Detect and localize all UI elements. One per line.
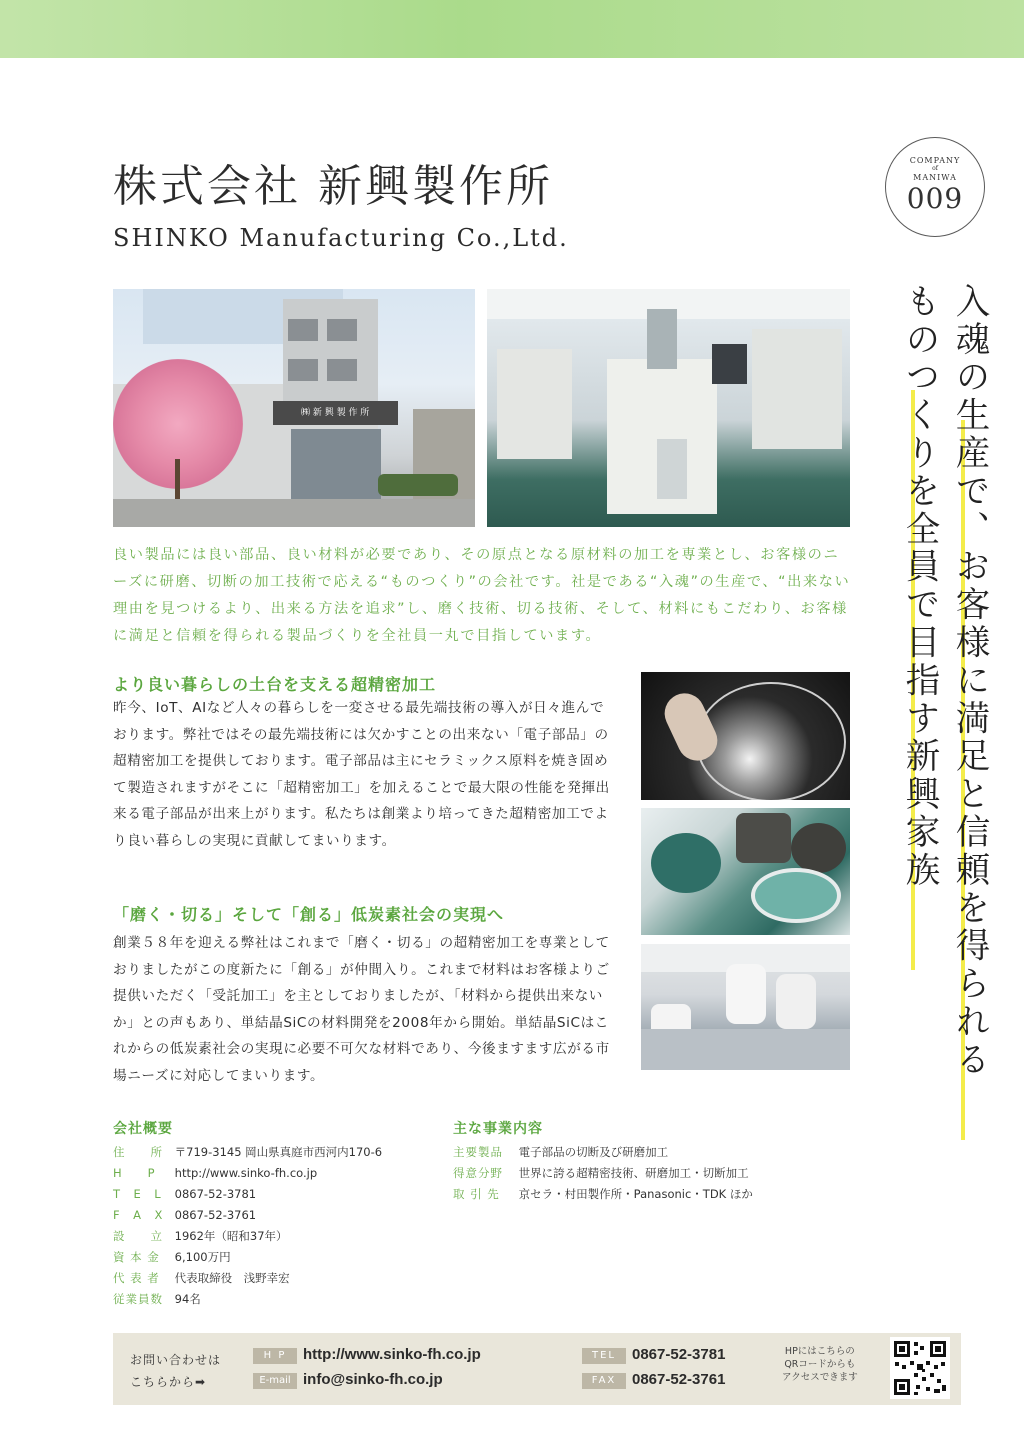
company-row-tel [113, 1186, 256, 1202]
email-tag: E-mail [253, 1373, 297, 1389]
qr-note [782, 1345, 858, 1384]
contact-bar [113, 1333, 961, 1405]
row-label: 代 表 者 [113, 1271, 160, 1285]
row-value: 電子部品の切断及び研磨加工 [518, 1145, 669, 1159]
section1-body: 昨今、IoT、AIなど人々の暮らしを一変させる最先端技術の導入が日々進んでおります。弊社ではその最先端技術には欠かすことの出来ない「電子部品」の超精密加工を提供しております。電子部品は主にセラミックス原料を焼き固めて製造されますがそこに「超精密加工」を加えることで最大限の性能を発揮出来る電子部品が出来上がります。私たちは創業より培ってきた超精密加工でより良い暮らしの実現に貢献してまいります。 [113, 700, 610, 849]
qr-note-line2: QRコードからも [784, 1359, 856, 1370]
company-row-address [113, 1144, 382, 1160]
tagline-line-2: ものつくりを全員で目指す新興家族 [899, 283, 939, 890]
hp-tag: H P [253, 1348, 297, 1364]
qr-code-icon[interactable] [890, 1337, 950, 1399]
row-value: 〒719-3145 岡山県真庭市西河内170-6 [174, 1145, 383, 1159]
contact-prompt-line2: こちらから➡ [130, 1375, 207, 1389]
row-value: 94名 [174, 1292, 201, 1306]
badge-line-of: of [932, 165, 938, 172]
factory-photo [487, 289, 850, 527]
section2-body: 創業５８年を迎える弊社はこれまで「磨く・切る」の超精密加工を専業としておりましたがこの度新たに「創る」が仲間入り。これまで材料はお客様よりご提供いただく「受託加工」を主としておりましたが、「材料から提供出来ないか」との声もあり、単結晶SiCの材料開発を2008年から開始。単結晶SiCはこれからの低炭素社会の実現に必要不可欠な材料であり、今後ますます広がる市場ニーズに対応してまいります。 [113, 935, 610, 1084]
badge-line-maniwa: MANIWA [913, 173, 957, 182]
row-value: 代表取締役 浅野幸宏 [174, 1271, 290, 1285]
company-title-jp: 株式会社 新興製作所 [113, 161, 553, 212]
tel-number[interactable]: 0867-52-3781 [632, 1346, 726, 1363]
tel-tag: TEL [582, 1348, 626, 1364]
company-row-founded [113, 1228, 288, 1244]
badge-line-company: COMPANY [909, 156, 961, 165]
row-value: 0867-52-3781 [174, 1187, 257, 1201]
business-heading: 主な事業内容 [453, 1121, 543, 1137]
row-label: 住 所 [113, 1145, 163, 1159]
row-label: H P [113, 1166, 156, 1180]
company-row-hp [113, 1165, 317, 1181]
company-number-badge [885, 137, 985, 237]
row-label: 取 引 先 [453, 1187, 500, 1201]
business-row-products [453, 1144, 668, 1160]
row-label: T E L [113, 1187, 162, 1201]
row-value: 1962年（昭和37年） [174, 1229, 288, 1243]
qr-note-line3: アクセスできます [782, 1372, 858, 1383]
glass-disc-photo [641, 808, 850, 935]
company-row-fax [113, 1207, 256, 1223]
business-row-clients [453, 1186, 753, 1202]
company-row-capital [113, 1249, 231, 1265]
company-title-en: SHINKO Manufacturing Co.,Ltd. [113, 224, 569, 252]
section2-heading: 「磨く・切る」そして「創る」低炭素社会の実現へ [113, 905, 505, 924]
wafer-photo [641, 672, 850, 800]
intro-paragraph: 良い製品には良い部品、良い材料が必要であり、その原点となる原材料の加工を専業とし、お客様のニーズに研磨、切断の加工技術で応える“ものつくり”の会社です。社是である“入魂”の生産で、“出来ない理由を見つけるより、出来る方法を追求”し、磨く技術、切る技術、そして、材料にもこだわり、お客様に満足と信頼を得られる製品づくりを全社員一丸で目指しています。 [113, 547, 851, 644]
fax-tag: FAX [582, 1373, 626, 1389]
row-label: 得意分野 [453, 1166, 503, 1180]
tagline-line-1: 入魂の生産で、お客様に満足と信頼を得られる [949, 283, 989, 1079]
row-label: 主要製品 [453, 1145, 503, 1159]
row-value: 6,100万円 [174, 1250, 231, 1264]
building-photo [113, 289, 475, 527]
workers-photo [641, 944, 850, 1070]
hp-link[interactable]: http://www.sinko-fh.co.jp [303, 1346, 481, 1363]
top-green-band [0, 0, 1024, 58]
building-sign-text: ㈱ 新 興 製 作 所 [301, 408, 370, 418]
row-label: F A X [113, 1208, 164, 1222]
row-value: 世界に誇る超精密技術、研磨加工・切断加工 [518, 1166, 749, 1180]
row-value: 京セラ・村田製作所・Panasonic・TDK ほか [518, 1187, 753, 1201]
qr-note-line1: HPにはこちらの [784, 1346, 855, 1357]
row-value[interactable]: http://www.sinko-fh.co.jp [174, 1166, 318, 1180]
fax-number: 0867-52-3761 [632, 1371, 726, 1388]
row-value: 0867-52-3761 [174, 1208, 257, 1222]
company-row-representative [113, 1270, 290, 1286]
row-label: 設 立 [113, 1229, 163, 1243]
email-link[interactable]: info@sinko-fh.co.jp [303, 1371, 443, 1388]
contact-prompt-line1: お問い合わせは [130, 1353, 222, 1367]
row-label: 従業員数 [113, 1292, 163, 1306]
contact-prompt [130, 1349, 221, 1393]
company-outline-heading: 会社概要 [113, 1121, 173, 1137]
company-row-employees [113, 1291, 201, 1307]
section1-heading: より良い暮らしの土台を支える超精密加工 [113, 675, 437, 694]
business-row-specialty [453, 1165, 749, 1181]
row-label: 資 本 金 [113, 1250, 160, 1264]
badge-number: 009 [906, 182, 964, 215]
